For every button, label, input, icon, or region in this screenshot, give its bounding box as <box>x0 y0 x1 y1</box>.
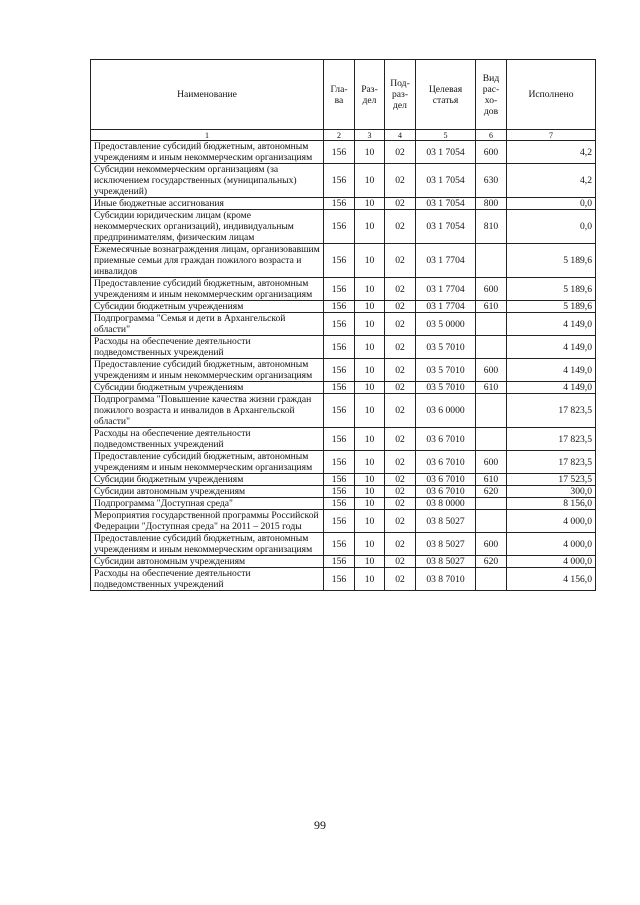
cell-chapter: 156 <box>324 141 355 164</box>
cell-name: Расходы на обеспечение деятельности подведомственных учреждений <box>91 568 324 591</box>
cell-target: 03 1 7704 <box>416 278 476 301</box>
cell-subsection: 02 <box>385 394 416 428</box>
cell-subsection: 02 <box>385 278 416 301</box>
cell-section: 10 <box>355 568 385 591</box>
cell-name: Предоставление субсидий бюджетным, автономным учреждениям и иным некоммерческим организациям <box>91 451 324 474</box>
cell-chapter: 156 <box>324 164 355 198</box>
cell-name: Субсидии автономным учреждениям <box>91 486 324 498</box>
cell-done: 4 000,0 <box>507 556 596 568</box>
cell-section: 10 <box>355 533 385 556</box>
cell-section: 10 <box>355 498 385 510</box>
cell-kind: 610 <box>476 474 507 486</box>
header-subsection: Под-раз-дел <box>385 60 416 130</box>
column-number: 4 <box>385 130 416 141</box>
cell-kind: 600 <box>476 451 507 474</box>
cell-done: 4 149,0 <box>507 382 596 394</box>
cell-chapter: 156 <box>324 428 355 451</box>
cell-done: 4,2 <box>507 164 596 198</box>
cell-name: Субсидии юридическим лицам (кроме некоммерческих организаций), индивидуальным предпринимателям, физическим лицам <box>91 210 324 244</box>
table-row <box>91 394 596 428</box>
cell-chapter: 156 <box>324 198 355 210</box>
cell-target: 03 8 5027 <box>416 556 476 568</box>
header-done: Исполнено <box>507 60 596 130</box>
cell-kind: 610 <box>476 301 507 313</box>
cell-kind: 600 <box>476 359 507 382</box>
column-number: 6 <box>476 130 507 141</box>
cell-subsection: 02 <box>385 568 416 591</box>
cell-subsection: 02 <box>385 428 416 451</box>
cell-done: 4 000,0 <box>507 533 596 556</box>
cell-kind: 600 <box>476 141 507 164</box>
cell-chapter: 156 <box>324 394 355 428</box>
cell-name: Подпрограмма "Семья и дети в Архангельской области" <box>91 313 324 336</box>
cell-subsection: 02 <box>385 198 416 210</box>
column-number-row <box>91 130 596 141</box>
cell-chapter: 156 <box>324 474 355 486</box>
cell-target: 03 1 7054 <box>416 198 476 210</box>
cell-subsection: 02 <box>385 533 416 556</box>
page-number: 99 <box>314 818 326 832</box>
cell-chapter: 156 <box>324 556 355 568</box>
table-row <box>91 382 596 394</box>
cell-name: Предоставление субсидий бюджетным, автономным учреждениям и иным некоммерческим организациям <box>91 141 324 164</box>
cell-target: 03 1 7704 <box>416 244 476 278</box>
cell-section: 10 <box>355 556 385 568</box>
cell-section: 10 <box>355 278 385 301</box>
cell-section: 10 <box>355 474 385 486</box>
table-row <box>91 486 596 498</box>
cell-name: Субсидии бюджетным учреждениям <box>91 382 324 394</box>
cell-name: Субсидии автономным учреждениям <box>91 556 324 568</box>
cell-name: Мероприятия государственной программы Российской Федерации "Доступная среда" на 2011 – 2015 годы <box>91 510 324 533</box>
cell-chapter: 156 <box>324 359 355 382</box>
cell-target: 03 6 7010 <box>416 486 476 498</box>
table-row <box>91 428 596 451</box>
table-row <box>91 498 596 510</box>
cell-kind <box>476 336 507 359</box>
column-number: 5 <box>416 130 476 141</box>
cell-target: 03 6 7010 <box>416 474 476 486</box>
cell-section: 10 <box>355 301 385 313</box>
table-row <box>91 301 596 313</box>
cell-name: Расходы на обеспечение деятельности подведомственных учреждений <box>91 336 324 359</box>
cell-done: 4 149,0 <box>507 313 596 336</box>
column-number: 3 <box>355 130 385 141</box>
cell-section: 10 <box>355 382 385 394</box>
cell-section: 10 <box>355 210 385 244</box>
table-body <box>91 141 596 591</box>
cell-chapter: 156 <box>324 210 355 244</box>
cell-kind <box>476 510 507 533</box>
cell-section: 10 <box>355 198 385 210</box>
cell-subsection: 02 <box>385 336 416 359</box>
cell-kind <box>476 394 507 428</box>
cell-done: 8 156,0 <box>507 498 596 510</box>
column-number: 2 <box>324 130 355 141</box>
cell-done: 4 156,0 <box>507 568 596 591</box>
cell-name: Ежемесячные вознаграждения лицам, организовавшим приемные семьи для граждан пожилого возраста и инвалидов <box>91 244 324 278</box>
cell-target: 03 1 7054 <box>416 141 476 164</box>
cell-section: 10 <box>355 510 385 533</box>
cell-name: Субсидии некоммерческим организациям (за исключением государственных (муниципальных) учреждений) <box>91 164 324 198</box>
cell-subsection: 02 <box>385 382 416 394</box>
table-row <box>91 533 596 556</box>
cell-done: 17 823,5 <box>507 394 596 428</box>
cell-target: 03 8 0000 <box>416 498 476 510</box>
cell-target: 03 5 7010 <box>416 359 476 382</box>
cell-done: 0,0 <box>507 210 596 244</box>
cell-name: Субсидии бюджетным учреждениям <box>91 301 324 313</box>
table-row <box>91 510 596 533</box>
cell-target: 03 8 5027 <box>416 533 476 556</box>
cell-name: Расходы на обеспечение деятельности подведомственных учреждений <box>91 428 324 451</box>
cell-target: 03 1 7054 <box>416 164 476 198</box>
cell-kind <box>476 313 507 336</box>
cell-kind: 630 <box>476 164 507 198</box>
cell-kind: 600 <box>476 278 507 301</box>
cell-section: 10 <box>355 336 385 359</box>
cell-chapter: 156 <box>324 313 355 336</box>
cell-subsection: 02 <box>385 244 416 278</box>
header-section: Раз-дел <box>355 60 385 130</box>
cell-kind <box>476 244 507 278</box>
cell-done: 4 149,0 <box>507 336 596 359</box>
cell-subsection: 02 <box>385 486 416 498</box>
table-row <box>91 556 596 568</box>
cell-section: 10 <box>355 164 385 198</box>
table-row <box>91 474 596 486</box>
column-number: 1 <box>91 130 324 141</box>
cell-section: 10 <box>355 451 385 474</box>
table-row <box>91 568 596 591</box>
cell-target: 03 1 7704 <box>416 301 476 313</box>
cell-subsection: 02 <box>385 451 416 474</box>
cell-done: 4 149,0 <box>507 359 596 382</box>
cell-done: 5 189,6 <box>507 244 596 278</box>
cell-target: 03 5 7010 <box>416 382 476 394</box>
cell-chapter: 156 <box>324 244 355 278</box>
cell-done: 4,2 <box>507 141 596 164</box>
cell-kind: 610 <box>476 382 507 394</box>
table-row <box>91 164 596 198</box>
cell-done: 5 189,6 <box>507 278 596 301</box>
cell-target: 03 1 7054 <box>416 210 476 244</box>
cell-target: 03 6 7010 <box>416 451 476 474</box>
header-chapter: Гла-ва <box>324 60 355 130</box>
table-row <box>91 451 596 474</box>
cell-chapter: 156 <box>324 568 355 591</box>
header-name: Наименование <box>91 60 324 130</box>
cell-subsection: 02 <box>385 313 416 336</box>
cell-kind: 800 <box>476 198 507 210</box>
table-row <box>91 278 596 301</box>
cell-target: 03 6 7010 <box>416 428 476 451</box>
cell-done: 300,0 <box>507 486 596 498</box>
cell-kind <box>476 498 507 510</box>
cell-section: 10 <box>355 359 385 382</box>
table-row <box>91 336 596 359</box>
cell-done: 0,0 <box>507 198 596 210</box>
cell-name: Субсидии бюджетным учреждениям <box>91 474 324 486</box>
table-row <box>91 141 596 164</box>
cell-section: 10 <box>355 486 385 498</box>
cell-done: 17 523,5 <box>507 474 596 486</box>
cell-section: 10 <box>355 244 385 278</box>
cell-chapter: 156 <box>324 451 355 474</box>
table-row <box>91 313 596 336</box>
cell-name: Подпрограмма "Повышение качества жизни граждан пожилого возраста и инвалидов в Архангельской области" <box>91 394 324 428</box>
cell-section: 10 <box>355 394 385 428</box>
cell-section: 10 <box>355 313 385 336</box>
cell-done: 4 000,0 <box>507 510 596 533</box>
cell-chapter: 156 <box>324 382 355 394</box>
cell-done: 5 189,6 <box>507 301 596 313</box>
cell-chapter: 156 <box>324 486 355 498</box>
table-row <box>91 244 596 278</box>
table-row <box>91 198 596 210</box>
cell-done: 17 823,5 <box>507 451 596 474</box>
cell-kind <box>476 568 507 591</box>
cell-subsection: 02 <box>385 210 416 244</box>
cell-section: 10 <box>355 141 385 164</box>
cell-subsection: 02 <box>385 474 416 486</box>
cell-name: Иные бюджетные ассигнования <box>91 198 324 210</box>
table-row <box>91 210 596 244</box>
cell-chapter: 156 <box>324 533 355 556</box>
cell-chapter: 156 <box>324 278 355 301</box>
cell-target: 03 6 0000 <box>416 394 476 428</box>
cell-target: 03 8 5027 <box>416 510 476 533</box>
cell-name: Подпрограмма "Доступная среда" <box>91 498 324 510</box>
cell-kind <box>476 428 507 451</box>
cell-subsection: 02 <box>385 510 416 533</box>
cell-subsection: 02 <box>385 301 416 313</box>
cell-chapter: 156 <box>324 510 355 533</box>
header-row <box>91 60 596 130</box>
cell-kind: 600 <box>476 533 507 556</box>
cell-name: Предоставление субсидий бюджетным, автономным учреждениям и иным некоммерческим организациям <box>91 533 324 556</box>
cell-target: 03 5 0000 <box>416 313 476 336</box>
cell-subsection: 02 <box>385 556 416 568</box>
cell-section: 10 <box>355 428 385 451</box>
cell-subsection: 02 <box>385 359 416 382</box>
table-row <box>91 359 596 382</box>
cell-subsection: 02 <box>385 141 416 164</box>
header-target: Целевая статья <box>416 60 476 130</box>
cell-chapter: 156 <box>324 301 355 313</box>
cell-target: 03 5 7010 <box>416 336 476 359</box>
cell-target: 03 8 7010 <box>416 568 476 591</box>
budget-table <box>90 59 596 591</box>
cell-done: 17 823,5 <box>507 428 596 451</box>
cell-name: Предоставление субсидий бюджетным, автономным учреждениям и иным некоммерческим организациям <box>91 278 324 301</box>
cell-chapter: 156 <box>324 498 355 510</box>
cell-kind: 620 <box>476 486 507 498</box>
header-kind: Вид рас-хо-дов <box>476 60 507 130</box>
cell-subsection: 02 <box>385 164 416 198</box>
cell-chapter: 156 <box>324 336 355 359</box>
cell-subsection: 02 <box>385 498 416 510</box>
cell-kind: 810 <box>476 210 507 244</box>
column-number: 7 <box>507 130 596 141</box>
cell-name: Предоставление субсидий бюджетным, автономным учреждениям и иным некоммерческим организациям <box>91 359 324 382</box>
cell-kind: 620 <box>476 556 507 568</box>
